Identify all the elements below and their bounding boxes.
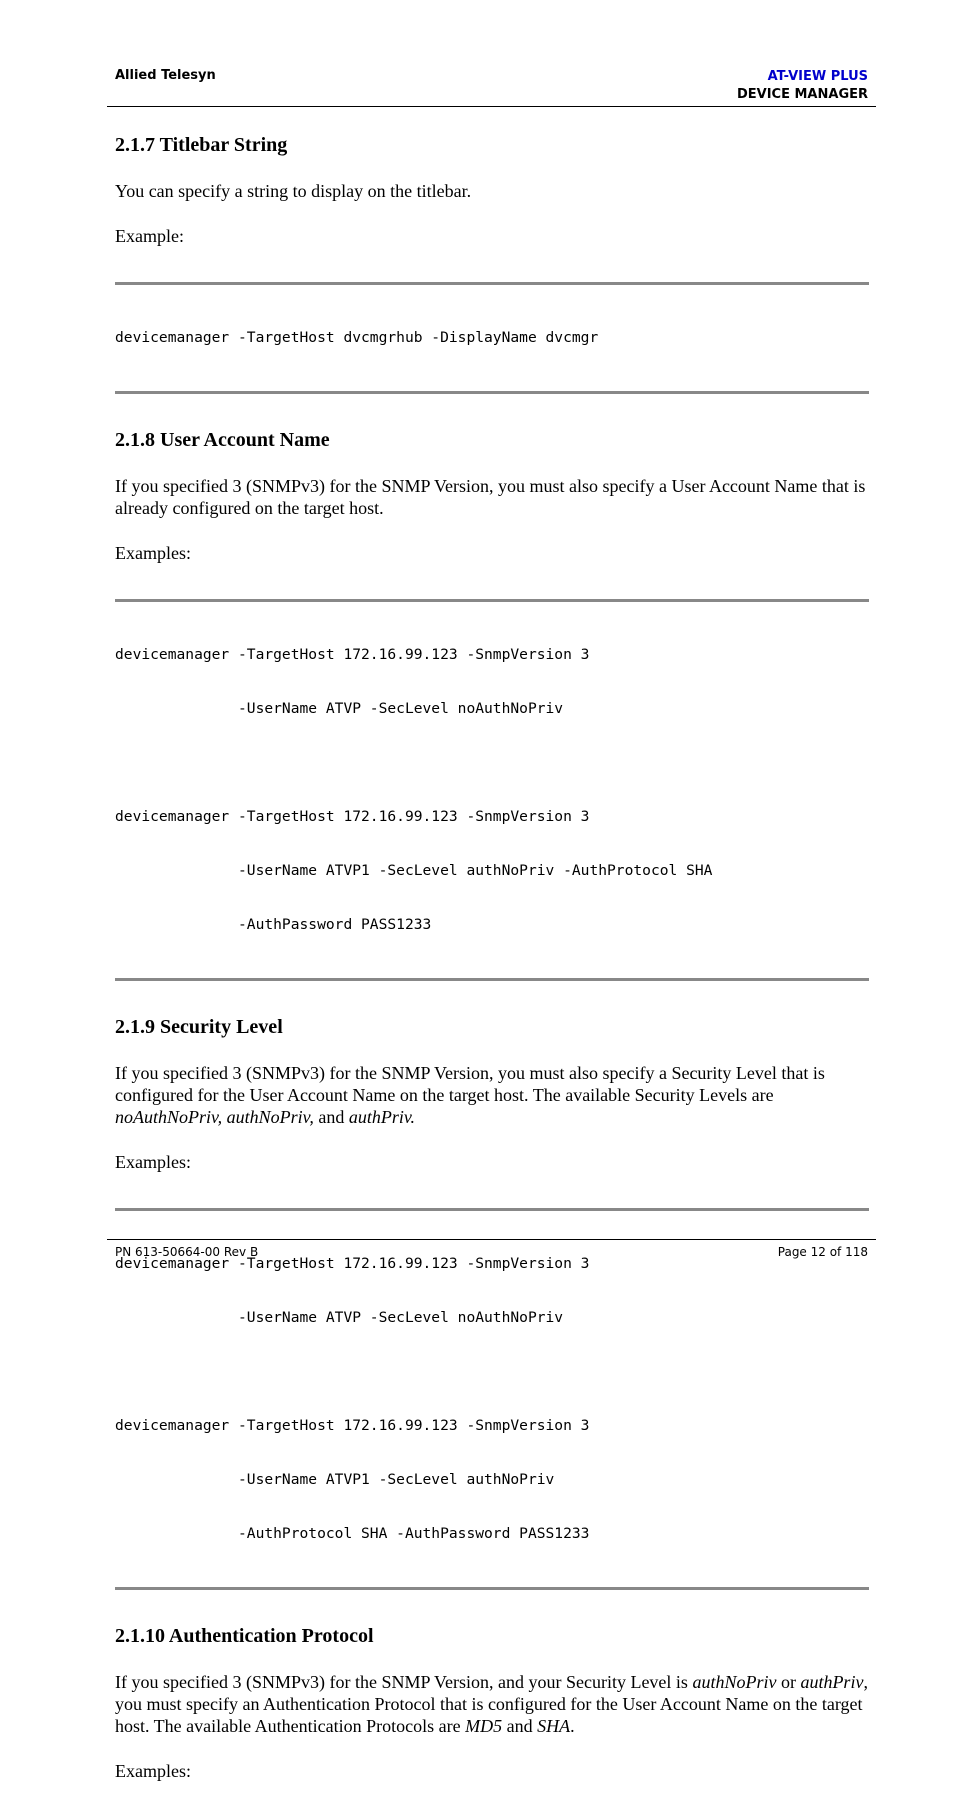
example-label: Examples: (115, 543, 191, 563)
section-heading: 2.1.9 Security Level (115, 1016, 283, 1038)
section-body: If you specified 3 (SNMPv3) for the SNMP Version, you must also specify a Security Level that is configured for the User Account Name on the target host. The available Security Levels are noAuthNoPriv, authNoPriv, and authPriv. (115, 1063, 825, 1127)
header-product-block (737, 68, 868, 104)
code-blank-line (115, 1363, 869, 1381)
example-label: Examples: (115, 1761, 191, 1781)
footer-page-number: Page 12 of 118 (777, 1245, 868, 1259)
code-line: devicemanager -TargetHost 172.16.99.123 -SnmpVersion 3 (115, 1417, 590, 1434)
code-line: -AuthPassword PASS1233 (115, 916, 432, 933)
section-heading: 2.1.10 Authentication Protocol (115, 1625, 374, 1647)
section-body: If you specified 3 (SNMPv3) for the SNMP Version, you must also specify a User Account Name that is already configured on the target host. (115, 476, 866, 518)
code-line: devicemanager -TargetHost 172.16.99.123 -SnmpVersion 3 (115, 646, 590, 663)
code-line: -UserName ATVP -SecLevel noAuthNoPriv (115, 700, 564, 717)
code-block (115, 1208, 869, 1590)
section-user-account-name (115, 427, 869, 981)
footer-rule (107, 1239, 876, 1240)
footer-part-number: PN 613-50664-00 Rev B (115, 1245, 259, 1259)
section-titlebar-string (115, 132, 869, 394)
code-line: -UserName ATVP1 -SecLevel authNoPriv -AuthProtocol SHA (115, 862, 713, 879)
header-company: Allied Telesyn (115, 68, 216, 83)
code-line: -UserName ATVP -SecLevel noAuthNoPriv (115, 1309, 564, 1326)
code-line: devicemanager -TargetHost dvcmgrhub -DisplayName dvcmgr (115, 329, 599, 346)
page-content (115, 132, 869, 1805)
section-security-level (115, 1014, 869, 1590)
code-line: -AuthProtocol SHA -AuthPassword PASS1233 (115, 1525, 590, 1542)
code-block (115, 282, 869, 394)
example-label: Examples: (115, 1152, 191, 1172)
code-line: devicemanager -TargetHost 172.16.99.123 -SnmpVersion 3 (115, 1255, 590, 1272)
code-line: devicemanager -TargetHost 172.16.99.123 -SnmpVersion 3 (115, 808, 590, 825)
code-blank-line (115, 754, 869, 772)
section-body: If you specified 3 (SNMPv3) for the SNMP Version, and your Security Level is authNoPriv or authPriv, you must specify an Authentication Protocol that is configured for the User Account Name on the target host. The available Authentication Protocols are MD5 and SHA. (115, 1672, 868, 1736)
code-line: -UserName ATVP1 -SecLevel authNoPriv (115, 1471, 555, 1488)
code-block (115, 599, 869, 981)
example-label: Example: (115, 226, 184, 246)
header-product: AT-VIEW PLUS (767, 69, 868, 84)
section-authentication-protocol (115, 1623, 869, 1782)
section-heading: 2.1.7 Titlebar String (115, 134, 288, 156)
header-subtitle: DEVICE MANAGER (736, 87, 868, 102)
section-heading: 2.1.8 User Account Name (115, 429, 330, 451)
section-body: You can specify a string to display on the titlebar. (115, 181, 472, 201)
header-rule (107, 106, 876, 107)
